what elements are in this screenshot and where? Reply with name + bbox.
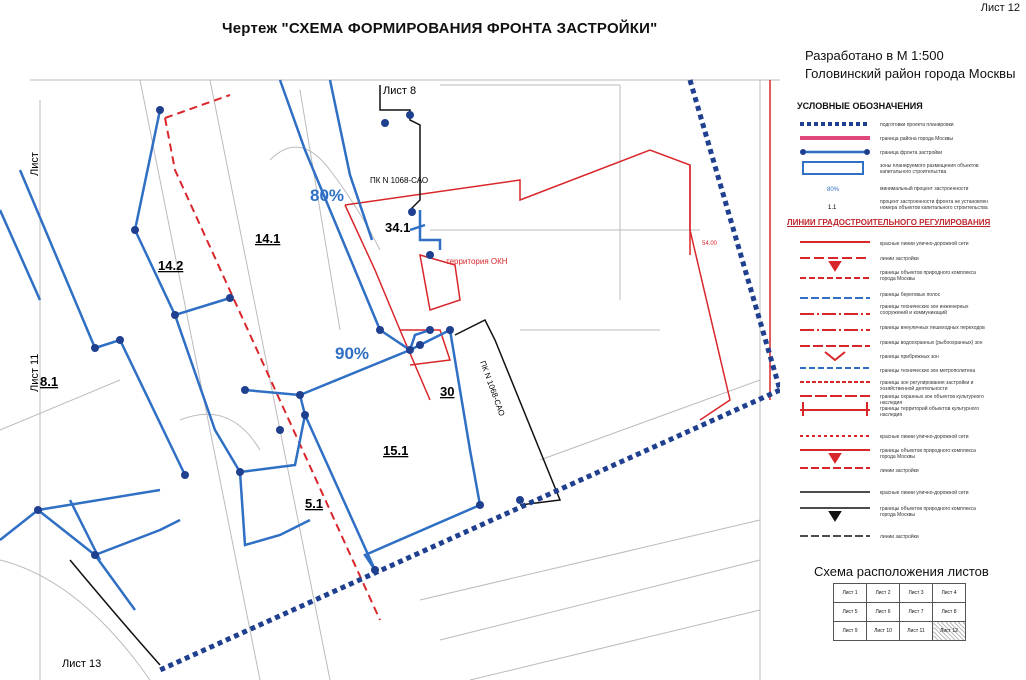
pk-label-north: ПК N 1068-САО [370, 176, 429, 185]
percent-90-label: 90% [335, 344, 370, 363]
block-label-14-1: 14.1 [255, 231, 281, 246]
legend-section-title: ЛИНИИ ГРАДОСТРОИТЕЛЬНОГО РЕГУЛИРОВАНИЯ [787, 218, 991, 227]
sheet-cell[interactable]: Лист 11 [900, 622, 933, 641]
legend-reg-item: границы технических зон инженерных сооружений и коммуникаций [880, 304, 969, 316]
legend-reg-item: границы объектов природного комплекса города Москвы [880, 270, 976, 282]
legend-symbols [795, 112, 885, 217]
legend-item: зоны планируемого размещения объектов капитального строительства [880, 163, 979, 175]
scale-line: Разработано в М 1:500 [805, 48, 944, 63]
sheet-cell[interactable]: Лист 5 [834, 603, 867, 622]
percent-80-label: 80% [310, 186, 345, 205]
legend-reg-item: границы объектов природного комплекса города Москвы [880, 506, 976, 518]
sheet-scheme-grid [833, 583, 966, 641]
block-label-34-1: 34.1 [385, 220, 411, 235]
block-label-5-1: 5.1 [305, 496, 324, 511]
scale-info [805, 47, 1015, 83]
legend-reg-item: линии застройки [880, 534, 919, 540]
sheet-ref-left[interactable]: Лист [29, 152, 41, 176]
sheet-scheme-title: Схема расположения листов [814, 564, 989, 579]
sheet-cell[interactable]: Лист 9 [834, 622, 867, 641]
legend-reg-item: красные линии улично-дорожной сети [880, 434, 969, 440]
drawing-title: Чертеж "СХЕМА ФОРМИРОВАНИЯ ФРОНТА ЗАСТРОЙКИ" [222, 20, 658, 37]
district-boundary [160, 80, 780, 670]
sheet-cell[interactable]: Лист 6 [867, 603, 900, 622]
sheet-ref-top[interactable]: Лист 8 [383, 85, 417, 97]
regulation-line-symbols [795, 230, 880, 545]
sheet-cell[interactable]: Лист 10 [867, 622, 900, 641]
legend-item: подготовки проекта планировки [880, 122, 954, 128]
legend-reg-item: границы береговых полос [880, 292, 941, 298]
okn-territory-label: территория ОКН [446, 257, 508, 266]
sheet-cell[interactable]: Лист 4 [933, 584, 966, 603]
topographic-base [0, 80, 780, 680]
block-label-14-2: 14.2 [158, 258, 184, 273]
dimension-label: 54.00 [702, 241, 718, 247]
sheet-cell[interactable]: Лист 2 [867, 584, 900, 603]
legend-reg-item: границы зон регулирования застройки и хозяйственной деятельности [880, 380, 974, 392]
legend-item: граница фронта застройки [880, 150, 943, 156]
legend-pct-sample: 80% [827, 187, 840, 193]
legend-title: УСЛОВНЫЕ ОБОЗНАЧЕНИЯ [797, 101, 923, 111]
sheet-cell[interactable]: Лист 3 [900, 584, 933, 603]
legend-item: минимальный процент застроенности [880, 186, 969, 192]
legend-reg-item: красные линии улично-дорожной сети [880, 241, 969, 247]
sheet-number: Лист 12 [980, 2, 1020, 14]
pk-label-south: ПК N 1068-САО [478, 359, 507, 418]
sheet-cell[interactable]: Лист 8 [933, 603, 966, 622]
block-label-15-1: 15.1 [383, 443, 409, 458]
legend-item: граница района города Москвы [880, 136, 954, 142]
legend-reg-item: границы технических зон метрополитена [880, 368, 976, 374]
sheet-cell-current[interactable]: Лист 12 [933, 622, 966, 641]
legend-reg-item: границы внеуличных пешеходных переходов [880, 325, 985, 331]
sheet-ref-bottom[interactable]: Лист 13 [62, 658, 102, 670]
block-label-30: 30 [440, 384, 455, 399]
legend-number-sample: 1.1 [828, 205, 837, 211]
block-label-8-1: 8.1 [40, 374, 59, 389]
frontage-boundary-lines [0, 80, 480, 610]
legend-reg-item: красные линии улично-дорожной сети [880, 490, 969, 496]
legend-reg-item: линии застройки [880, 468, 919, 474]
legend-reg-item: границы охранных зон объектов культурного наследия [880, 394, 984, 406]
legend-item: процент застроенности фронта не установлен номера объектов капитального строительства [880, 199, 989, 211]
district-line: Головинский район города Москвы [805, 66, 1016, 81]
sheet-cell[interactable]: Лист 7 [900, 603, 933, 622]
legend-reg-item: границы водоохранных (рыбоохранных) зон [880, 340, 983, 346]
legend-reg-item: границы прибрежных зон [880, 354, 939, 360]
legend-reg-item: границы объектов природного комплекса города Москвы [880, 448, 976, 460]
legend-reg-item: границы территорий объектов культурного наследия [880, 406, 979, 418]
sheet-cell[interactable]: Лист 1 [834, 584, 867, 603]
sheet-ref-left-low[interactable]: Лист 11 [29, 353, 41, 392]
legend-reg-item: линии застройки [880, 256, 919, 262]
red-lines [345, 80, 770, 420]
